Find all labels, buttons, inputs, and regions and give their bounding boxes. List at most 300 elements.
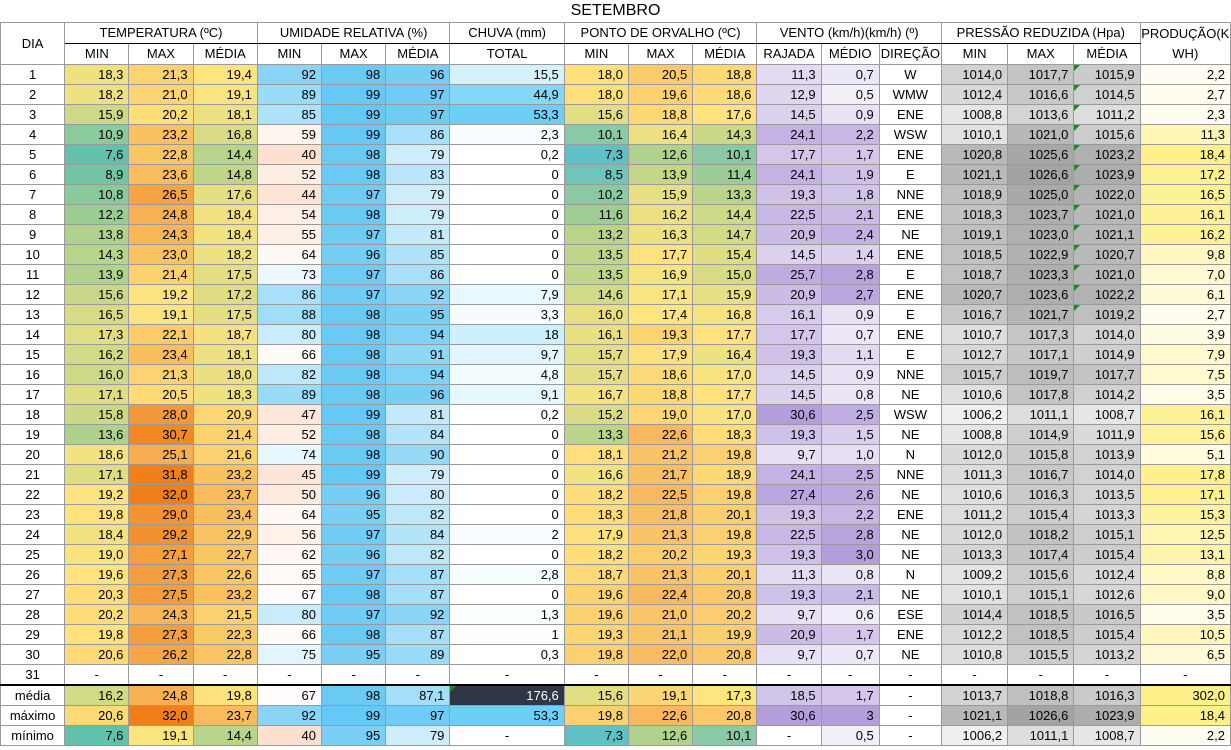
- vento-direcao-cell: E: [879, 265, 941, 285]
- producao-cell: 302,0: [1140, 685, 1230, 706]
- pressao-min-cell: 1018,7: [941, 265, 1007, 285]
- chuva-total-cell: 0: [450, 505, 564, 525]
- orvalho-media-cell: 15,9: [693, 285, 757, 305]
- producao-cell: 17,2: [1140, 165, 1230, 185]
- umid-min-cell: 67: [257, 585, 321, 605]
- pressao-max-cell: 1018,2: [1008, 525, 1074, 545]
- subheader-cell: MAX: [322, 44, 386, 65]
- table-row: [1, 485, 1231, 505]
- umid-max-cell: 99: [322, 465, 386, 485]
- dia-cell: 19: [1, 425, 65, 445]
- temp-max-cell: 27,3: [129, 565, 193, 585]
- vento-medio-cell: 2,8: [821, 525, 879, 545]
- temp-media-cell: 16,8: [193, 125, 257, 145]
- producao-cell: 9,0: [1140, 585, 1230, 605]
- orvalho-min-cell: 13,5: [564, 245, 628, 265]
- pressao-media-cell: 1011,9: [1074, 425, 1140, 445]
- pressao-media-cell: 1008,7: [1074, 405, 1140, 425]
- producao-cell: 16,1: [1140, 405, 1230, 425]
- producao-cell: 3,5: [1140, 605, 1230, 625]
- orvalho-media-cell: 17,6: [693, 105, 757, 125]
- umid-max-cell: 95: [322, 726, 386, 746]
- pressao-max-cell: 1022,9: [1008, 245, 1074, 265]
- pressao-min-cell: 1015,7: [941, 365, 1007, 385]
- temp-max-cell: 25,1: [129, 445, 193, 465]
- temp-min-cell: 17,1: [65, 385, 129, 405]
- orvalho-media-cell: 14,4: [693, 205, 757, 225]
- vento-medio-cell: 2,5: [821, 465, 879, 485]
- temp-media-cell: 17,5: [193, 305, 257, 325]
- vento-direcao-cell: E: [879, 305, 941, 325]
- umid-media-cell: 97: [386, 706, 450, 726]
- orvalho-media-cell: -: [693, 665, 757, 686]
- temp-min-cell: -: [65, 665, 129, 686]
- pressao-min-cell: 1013,3: [941, 545, 1007, 565]
- orvalho-media-cell: 20,8: [693, 645, 757, 665]
- pressao-max-cell: 1017,4: [1008, 545, 1074, 565]
- umid-media-cell: 79: [386, 205, 450, 225]
- umid-max-cell: 96: [322, 485, 386, 505]
- temp-min-cell: 18,6: [65, 445, 129, 465]
- umid-min-cell: 88: [257, 305, 321, 325]
- pressao-media-cell: 1013,9: [1074, 445, 1140, 465]
- subheader-cell: MÉDIA: [386, 44, 450, 65]
- pressao-max-cell: 1016,3: [1008, 485, 1074, 505]
- producao-cell: 12,5: [1140, 525, 1230, 545]
- umid-min-cell: 80: [257, 325, 321, 345]
- subheader-cell: MÉDIO: [821, 44, 879, 65]
- vento-rajada-cell: 19,3: [757, 185, 821, 205]
- dia-cell: 24: [1, 525, 65, 545]
- pressao-max-cell: 1026,6: [1008, 165, 1074, 185]
- pressao-max-cell: 1021,7: [1008, 305, 1074, 325]
- vento-direcao-cell: ENE: [879, 505, 941, 525]
- table-row: [1, 445, 1231, 465]
- umid-min-cell: 92: [257, 706, 321, 726]
- temp-min-cell: 16,2: [65, 685, 129, 706]
- vento-direcao-cell: NNE: [879, 365, 941, 385]
- chuva-total-cell: 0: [450, 545, 564, 565]
- chuva-total-cell: 0: [450, 585, 564, 605]
- dia-cell: 9: [1, 225, 65, 245]
- orvalho-max-cell: 13,9: [628, 165, 692, 185]
- vento-direcao-cell: NE: [879, 385, 941, 405]
- pressao-media-cell: 1021,0: [1074, 205, 1140, 225]
- dia-cell: 2: [1, 85, 65, 105]
- pressao-max-cell: 1018,5: [1008, 605, 1074, 625]
- orvalho-media-cell: 20,1: [693, 505, 757, 525]
- umid-max-cell: 98: [322, 345, 386, 365]
- vento-medio-cell: 1,5: [821, 425, 879, 445]
- umid-max-cell: 99: [322, 125, 386, 145]
- orvalho-max-cell: 17,1: [628, 285, 692, 305]
- umid-max-cell: 97: [322, 225, 386, 245]
- temp-min-cell: 19,2: [65, 485, 129, 505]
- orvalho-media-cell: 19,8: [693, 445, 757, 465]
- pressao-media-cell: 1015,4: [1074, 545, 1140, 565]
- pressao-max-cell: 1016,6: [1008, 85, 1074, 105]
- table-row: [1, 625, 1231, 645]
- umid-media-cell: 81: [386, 405, 450, 425]
- temp-max-cell: 32,0: [129, 485, 193, 505]
- pressao-min-cell: 1021,1: [941, 706, 1007, 726]
- umid-max-cell: 96: [322, 245, 386, 265]
- chuva-total-cell: 9,7: [450, 345, 564, 365]
- temp-max-cell: 27,3: [129, 625, 193, 645]
- orvalho-min-cell: 16,7: [564, 385, 628, 405]
- dia-cell: 29: [1, 625, 65, 645]
- vento-medio-cell: 1,9: [821, 165, 879, 185]
- temp-max-cell: 21,4: [129, 265, 193, 285]
- umid-min-cell: 80: [257, 605, 321, 625]
- vento-direcao-cell: ENE: [879, 245, 941, 265]
- umid-max-cell: 98: [322, 65, 386, 85]
- temp-min-cell: 7,6: [65, 726, 129, 746]
- temp-max-cell: 29,2: [129, 525, 193, 545]
- pressao-min-cell: 1006,2: [941, 405, 1007, 425]
- pressao-max-cell: 1015,8: [1008, 445, 1074, 465]
- chuva-total-cell: 2: [450, 525, 564, 545]
- orvalho-min-cell: 15,7: [564, 345, 628, 365]
- vento-rajada-cell: 24,1: [757, 465, 821, 485]
- table-row: [1, 465, 1231, 485]
- temp-max-cell: 27,1: [129, 545, 193, 565]
- temp-max-cell: -: [129, 665, 193, 686]
- table-row: [1, 125, 1231, 145]
- orvalho-media-cell: 17,3: [693, 685, 757, 706]
- pressao-media-cell: 1021,1: [1074, 225, 1140, 245]
- pressao-min-cell: 1010,6: [941, 485, 1007, 505]
- pressao-min-cell: 1010,6: [941, 385, 1007, 405]
- pressao-min-cell: 1020,8: [941, 145, 1007, 165]
- vento-medio-cell: -: [821, 665, 879, 686]
- pressao-min-cell: -: [941, 665, 1007, 686]
- orvalho-min-cell: 19,8: [564, 645, 628, 665]
- umid-max-cell: 99: [322, 405, 386, 425]
- table-row: [1, 205, 1231, 225]
- pressao-min-cell: 1019,1: [941, 225, 1007, 245]
- vento-direcao-cell: ENE: [879, 625, 941, 645]
- pressao-min-cell: 1014,0: [941, 65, 1007, 85]
- vento-medio-cell: 2,2: [821, 125, 879, 145]
- orvalho-media-cell: 18,9: [693, 465, 757, 485]
- dia-cell: 16: [1, 365, 65, 385]
- producao-cell: 8,8: [1140, 565, 1230, 585]
- pressao-max-cell: 1026,6: [1008, 706, 1074, 726]
- temp-media-cell: 21,5: [193, 605, 257, 625]
- producao-cell: 7,0: [1140, 265, 1230, 285]
- orvalho-max-cell: 21,1: [628, 625, 692, 645]
- orvalho-min-cell: 18,1: [564, 445, 628, 465]
- orvalho-min-cell: 13,3: [564, 425, 628, 445]
- umid-media-cell: 79: [386, 145, 450, 165]
- orvalho-min-cell: 13,5: [564, 265, 628, 285]
- subheader-cell: TOTAL: [450, 44, 564, 65]
- dia-cell: 7: [1, 185, 65, 205]
- umid-max-cell: 98: [322, 325, 386, 345]
- dia-cell: 13: [1, 305, 65, 325]
- dia-cell: 3: [1, 105, 65, 125]
- temp-min-cell: 17,3: [65, 325, 129, 345]
- chuva-total-cell: 1,3: [450, 605, 564, 625]
- umid-max-cell: 99: [322, 85, 386, 105]
- umid-media-cell: 81: [386, 225, 450, 245]
- summary-row: [1, 685, 1231, 706]
- chuva-total-cell: 2,8: [450, 565, 564, 585]
- dia-cell: 1: [1, 65, 65, 85]
- orvalho-max-cell: 22,4: [628, 585, 692, 605]
- orvalho-media-cell: 19,9: [693, 625, 757, 645]
- chuva-total-cell: 0,2: [450, 405, 564, 425]
- table-row: [1, 285, 1231, 305]
- orvalho-media-cell: 10,1: [693, 726, 757, 746]
- umid-max-cell: 97: [322, 605, 386, 625]
- vento-rajada-cell: 24,1: [757, 165, 821, 185]
- umid-media-cell: 80: [386, 485, 450, 505]
- vento-rajada-cell: 14,5: [757, 365, 821, 385]
- pressao-min-cell: 1011,2: [941, 505, 1007, 525]
- umid-max-cell: 99: [322, 105, 386, 125]
- umid-media-cell: 87: [386, 625, 450, 645]
- temp-min-cell: 20,6: [65, 706, 129, 726]
- orvalho-media-cell: 10,1: [693, 145, 757, 165]
- vento-rajada-cell: 17,7: [757, 145, 821, 165]
- dia-cell: máximo: [1, 706, 65, 726]
- temp-max-cell: 19,1: [129, 726, 193, 746]
- table-row: [1, 245, 1231, 265]
- pressao-media-cell: 1017,7: [1074, 365, 1140, 385]
- temp-media-cell: -: [193, 665, 257, 686]
- umid-media-cell: 85: [386, 245, 450, 265]
- umid-min-cell: 56: [257, 525, 321, 545]
- dia-cell: 21: [1, 465, 65, 485]
- temp-media-cell: 18,4: [193, 205, 257, 225]
- pressao-media-cell: 1015,6: [1074, 125, 1140, 145]
- header-dia: DIA: [1, 23, 65, 65]
- orvalho-media-cell: 19,8: [693, 525, 757, 545]
- temp-max-cell: 19,2: [129, 285, 193, 305]
- orvalho-min-cell: 7,3: [564, 145, 628, 165]
- pressao-max-cell: 1023,7: [1008, 205, 1074, 225]
- temp-media-cell: 14,4: [193, 145, 257, 165]
- orvalho-min-cell: 19,3: [564, 625, 628, 645]
- table-row: [1, 325, 1231, 345]
- temp-media-cell: 18,4: [193, 225, 257, 245]
- umid-media-cell: 87,1: [386, 685, 450, 706]
- pressao-min-cell: 1010,7: [941, 325, 1007, 345]
- umid-min-cell: 92: [257, 65, 321, 85]
- vento-rajada-cell: 16,1: [757, 305, 821, 325]
- producao-cell: 9,8: [1140, 245, 1230, 265]
- temp-media-cell: 19,4: [193, 65, 257, 85]
- pressao-min-cell: 1012,2: [941, 625, 1007, 645]
- temp-min-cell: 18,3: [65, 65, 129, 85]
- dia-cell: 17: [1, 385, 65, 405]
- chuva-total-cell: 176,6: [450, 685, 564, 706]
- umid-media-cell: 92: [386, 605, 450, 625]
- orvalho-min-cell: 13,2: [564, 225, 628, 245]
- umid-max-cell: 99: [322, 706, 386, 726]
- pressao-max-cell: 1011,1: [1008, 726, 1074, 746]
- temp-max-cell: 23,0: [129, 245, 193, 265]
- summary-row: [1, 726, 1231, 746]
- pressao-media-cell: 1023,9: [1074, 165, 1140, 185]
- vento-medio-cell: 2,2: [821, 505, 879, 525]
- umid-media-cell: 87: [386, 585, 450, 605]
- umid-max-cell: 98: [322, 365, 386, 385]
- umid-max-cell: 95: [322, 645, 386, 665]
- vento-direcao-cell: NE: [879, 585, 941, 605]
- orvalho-media-cell: 14,3: [693, 125, 757, 145]
- vento-medio-cell: 0,9: [821, 365, 879, 385]
- producao-cell: -: [1140, 665, 1230, 686]
- orvalho-max-cell: 16,2: [628, 205, 692, 225]
- header-temperatura: TEMPERATURA (ºC): [65, 23, 258, 44]
- table-row: [1, 145, 1231, 165]
- temp-max-cell: 22,1: [129, 325, 193, 345]
- chuva-total-cell: 0: [450, 245, 564, 265]
- temp-max-cell: 29,0: [129, 505, 193, 525]
- temp-min-cell: 18,4: [65, 525, 129, 545]
- umid-max-cell: 96: [322, 545, 386, 565]
- orvalho-media-cell: 16,8: [693, 305, 757, 325]
- pressao-max-cell: 1017,8: [1008, 385, 1074, 405]
- table-row: [1, 405, 1231, 425]
- orvalho-max-cell: 22,6: [628, 425, 692, 445]
- orvalho-media-cell: 14,7: [693, 225, 757, 245]
- temp-media-cell: 22,3: [193, 625, 257, 645]
- umid-min-cell: -: [257, 665, 321, 686]
- temp-min-cell: 13,9: [65, 265, 129, 285]
- orvalho-max-cell: 20,5: [628, 65, 692, 85]
- pressao-max-cell: 1017,1: [1008, 345, 1074, 365]
- table-row: [1, 565, 1231, 585]
- producao-cell: 5,1: [1140, 445, 1230, 465]
- pressao-min-cell: 1012,0: [941, 525, 1007, 545]
- vento-rajada-cell: 20,9: [757, 225, 821, 245]
- pressao-min-cell: 1009,2: [941, 565, 1007, 585]
- temp-media-cell: 20,9: [193, 405, 257, 425]
- orvalho-min-cell: 10,1: [564, 125, 628, 145]
- temp-max-cell: 32,0: [129, 706, 193, 726]
- temp-max-cell: 31,8: [129, 465, 193, 485]
- orvalho-max-cell: 17,7: [628, 245, 692, 265]
- pressao-media-cell: -: [1074, 665, 1140, 686]
- umid-min-cell: 62: [257, 545, 321, 565]
- umid-media-cell: 86: [386, 125, 450, 145]
- orvalho-max-cell: 21,3: [628, 565, 692, 585]
- pressao-media-cell: 1022,2: [1074, 285, 1140, 305]
- pressao-min-cell: 1014,4: [941, 605, 1007, 625]
- temp-min-cell: 19,6: [65, 565, 129, 585]
- vento-direcao-cell: NE: [879, 225, 941, 245]
- temp-media-cell: 23,7: [193, 706, 257, 726]
- chuva-total-cell: 44,9: [450, 85, 564, 105]
- pressao-max-cell: 1017,7: [1008, 65, 1074, 85]
- pressao-min-cell: 1021,1: [941, 165, 1007, 185]
- pressao-min-cell: 1018,9: [941, 185, 1007, 205]
- orvalho-max-cell: 21,0: [628, 605, 692, 625]
- orvalho-min-cell: 16,0: [564, 305, 628, 325]
- temp-media-cell: 23,2: [193, 585, 257, 605]
- temp-media-cell: 21,4: [193, 425, 257, 445]
- producao-cell: 18,4: [1140, 145, 1230, 165]
- orvalho-media-cell: 15,0: [693, 265, 757, 285]
- header-vento: VENTO (km/h)(km/h) (º): [757, 23, 942, 44]
- header-umidade: UMIDADE RELATIVA (%): [257, 23, 450, 44]
- orvalho-max-cell: 18,8: [628, 385, 692, 405]
- temp-min-cell: 20,3: [65, 585, 129, 605]
- pressao-media-cell: 1012,4: [1074, 565, 1140, 585]
- producao-cell: 2,2: [1140, 65, 1230, 85]
- summary-body: [1, 685, 1231, 746]
- pressao-media-cell: 1023,2: [1074, 145, 1140, 165]
- vento-direcao-cell: N: [879, 565, 941, 585]
- temp-media-cell: 18,1: [193, 345, 257, 365]
- subheader-cell: MIN: [941, 44, 1007, 65]
- orvalho-min-cell: 16,6: [564, 465, 628, 485]
- orvalho-max-cell: -: [628, 665, 692, 686]
- vento-medio-cell: 1,8: [821, 185, 879, 205]
- orvalho-max-cell: 15,9: [628, 185, 692, 205]
- vento-rajada-cell: 22,5: [757, 205, 821, 225]
- chuva-total-cell: 0: [450, 205, 564, 225]
- temp-max-cell: 26,5: [129, 185, 193, 205]
- orvalho-min-cell: 15,2: [564, 405, 628, 425]
- vento-rajada-cell: 14,5: [757, 385, 821, 405]
- umid-media-cell: 82: [386, 505, 450, 525]
- orvalho-min-cell: 10,2: [564, 185, 628, 205]
- producao-cell: 2,2: [1140, 726, 1230, 746]
- orvalho-min-cell: 7,3: [564, 726, 628, 746]
- orvalho-max-cell: 17,4: [628, 305, 692, 325]
- vento-rajada-cell: 19,3: [757, 505, 821, 525]
- temp-min-cell: 20,6: [65, 645, 129, 665]
- chuva-total-cell: 0: [450, 445, 564, 465]
- producao-cell: 10,5: [1140, 625, 1230, 645]
- table-row: [1, 225, 1231, 245]
- orvalho-min-cell: 18,0: [564, 85, 628, 105]
- temp-min-cell: 19,8: [65, 505, 129, 525]
- dia-cell: 22: [1, 485, 65, 505]
- pressao-min-cell: 1012,7: [941, 345, 1007, 365]
- vento-direcao-cell: WMW: [879, 85, 941, 105]
- vento-rajada-cell: 24,1: [757, 125, 821, 145]
- dia-cell: 11: [1, 265, 65, 285]
- temp-min-cell: 16,0: [65, 365, 129, 385]
- dia-cell: 15: [1, 345, 65, 365]
- vento-direcao-cell: N: [879, 445, 941, 465]
- temp-media-cell: 22,8: [193, 645, 257, 665]
- pressao-media-cell: 1011,2: [1074, 105, 1140, 125]
- umid-media-cell: 97: [386, 105, 450, 125]
- subheader-cell: MÉDIA: [1074, 44, 1140, 65]
- umid-media-cell: -: [386, 665, 450, 686]
- table-row: [1, 65, 1231, 85]
- temp-media-cell: 19,1: [193, 85, 257, 105]
- vento-direcao-cell: W: [879, 65, 941, 85]
- page-title: SETEMBRO: [1, 0, 1231, 23]
- producao-cell: 7,9: [1140, 345, 1230, 365]
- umid-media-cell: 97: [386, 85, 450, 105]
- pressao-min-cell: 1010,1: [941, 125, 1007, 145]
- umid-min-cell: 52: [257, 165, 321, 185]
- temp-media-cell: 18,1: [193, 105, 257, 125]
- temp-min-cell: 19,8: [65, 625, 129, 645]
- vento-direcao-cell: NNE: [879, 185, 941, 205]
- umid-media-cell: 79: [386, 185, 450, 205]
- producao-cell: 7,5: [1140, 365, 1230, 385]
